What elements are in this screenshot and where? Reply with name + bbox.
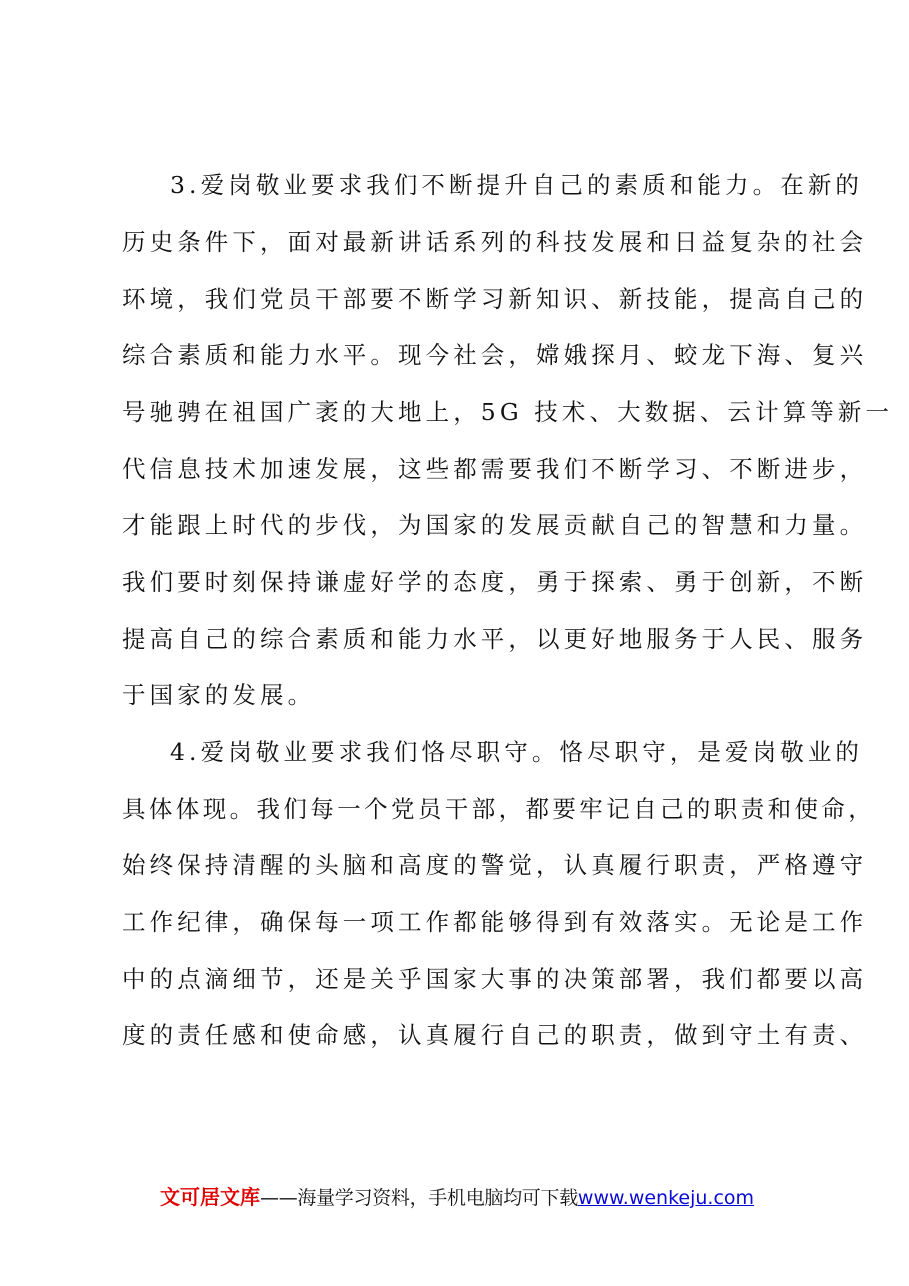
footer-tagline: ——海量学习资料，手机电脑均可下载 (260, 1187, 578, 1209)
paragraph-3-line-10: 于国家的发展。 (122, 681, 316, 709)
paragraph-3-line-1: 3.爱岗敬业要求我们不断提升自己的素质和能力。在新的 (170, 171, 864, 199)
paragraph-3-line-4: 综合素质和能力水平。现今社会，嫦娥探月、蛟龙下海、复兴 (122, 341, 868, 369)
paragraph-4-line-3: 始终保持清醒的头脑和高度的警觉，认真履行职责，严格遵守 (122, 851, 868, 879)
footer-brand: 文可居文库 (160, 1185, 260, 1209)
footer-banner (160, 1183, 754, 1212)
paragraph-4-line-6: 度的责任感和使命感，认真履行自己的职责，做到守土有责、 (122, 1021, 868, 1049)
paragraph-3-line-3: 环境，我们党员干部要不断学习新知识、新技能，提高自己的 (122, 285, 868, 313)
paragraph-3-line-2: 历史条件下，面对最新讲话系列的科技发展和日益复杂的社会 (122, 228, 868, 256)
paragraph-3-line-7: 才能跟上时代的步伐，为国家的发展贡献自己的智慧和力量。 (122, 511, 868, 539)
paragraph-4-line-2: 具体体现。我们每一个党员干部，都要牢记自己的职责和使命， (122, 795, 876, 823)
paragraph-4-line-4: 工作纪律，确保每一项工作都能够得到有效落实。无论是工作 (122, 908, 868, 936)
paragraph-3-line-8: 我们要时刻保持谦虚好学的态度，勇于探索、勇于创新，不断 (122, 568, 868, 596)
footer-site-link[interactable]: www.wenkeju.com (577, 1187, 755, 1209)
paragraph-3-line-5: 号驰骋在祖国广袤的大地上，5G 技术、大数据、云计算等新一 (122, 398, 894, 426)
paragraph-3-line-6: 代信息技术加速发展，这些都需要我们不断学习、不断进步， (122, 455, 868, 483)
paragraph-4-line-5: 中的点滴细节，还是关乎国家大事的决策部署，我们都要以高 (122, 965, 868, 993)
paragraph-3-line-9: 提高自己的综合素质和能力水平，以更好地服务于人民、服务 (122, 625, 868, 653)
paragraph-4-line-1: 4.爱岗敬业要求我们恪尽职守。恪尽职守，是爱岗敬业的 (170, 738, 864, 766)
